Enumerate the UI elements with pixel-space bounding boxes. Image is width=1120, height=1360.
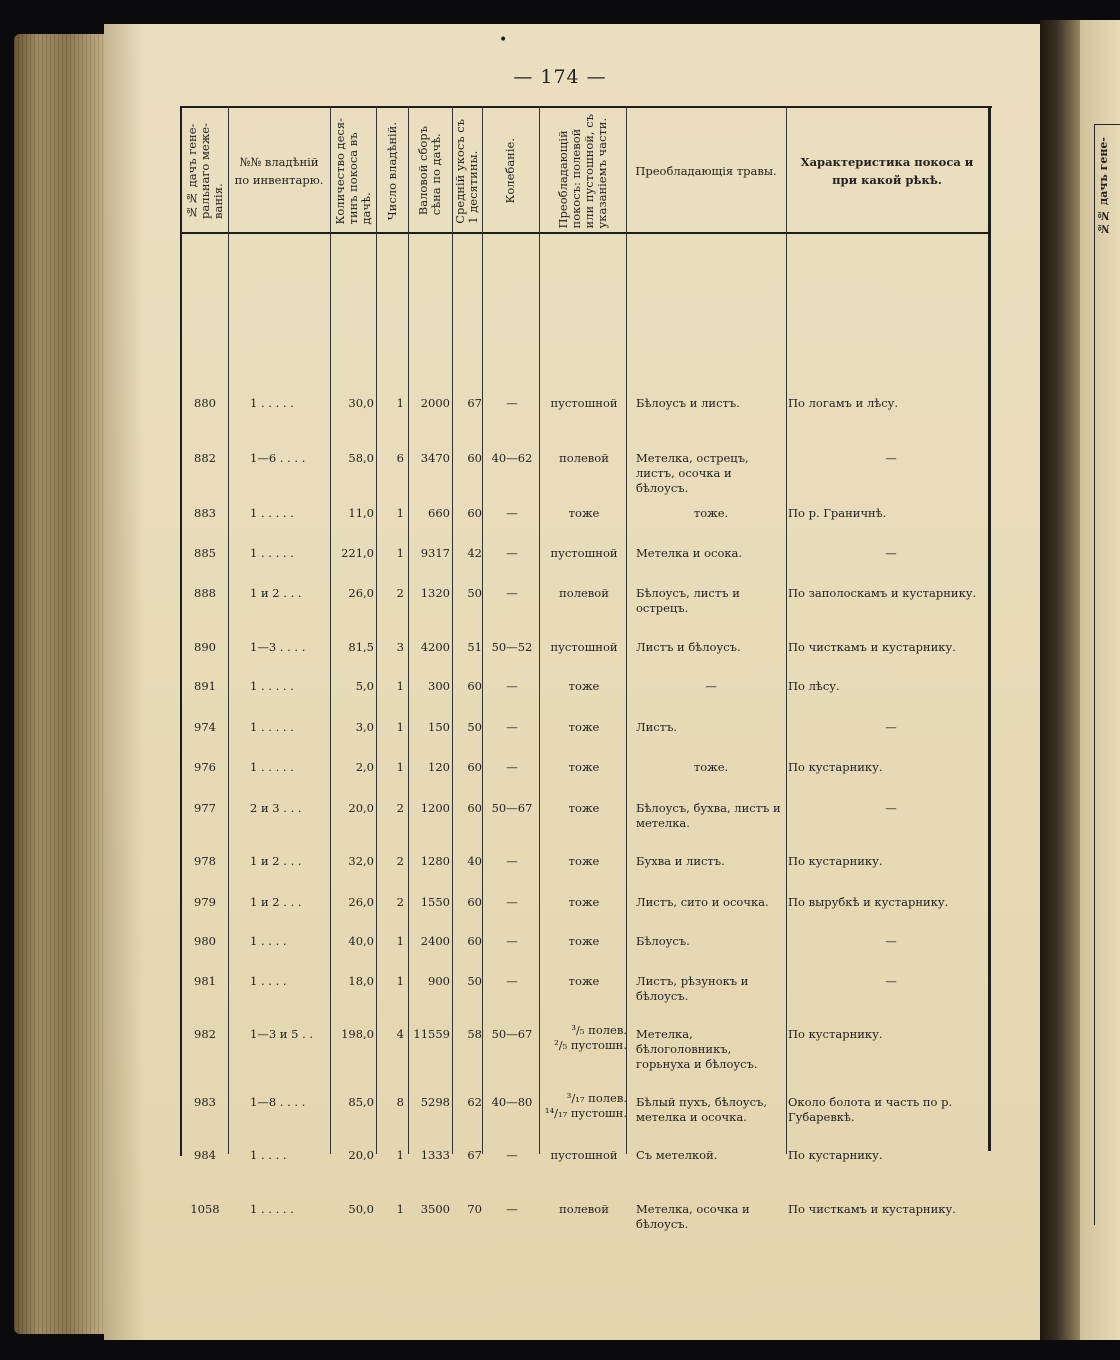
cell-type: тоже: [568, 854, 600, 868]
cell-var: 50—67: [491, 801, 533, 815]
cell-area: 26,0: [348, 895, 374, 909]
cell-hay: 660: [428, 506, 450, 520]
cell-hay: 120: [428, 760, 450, 774]
cell-char: По лѣсу.: [788, 679, 840, 693]
header-ownership-count: [376, 110, 408, 232]
cell-area: 30,0: [348, 396, 374, 410]
cell-hay: 1550: [420, 895, 450, 909]
cell-cnt: 2: [396, 895, 404, 909]
cell-own: 1—8 . . . .: [250, 1095, 306, 1109]
column-divider: [786, 106, 787, 1154]
cell-num: 980: [194, 934, 216, 948]
cell-var: —: [506, 934, 518, 948]
cell-own: 1—3 и 5 . .: [250, 1027, 314, 1041]
next-page-table-fragment: [1094, 124, 1120, 1225]
cell-grass: Бѣлоусъ.: [636, 934, 690, 948]
cell-own: 1 . . . .: [250, 974, 287, 988]
cell-num: 983: [194, 1095, 216, 1109]
cell-type: пустошной: [550, 396, 618, 410]
cell-avg: 60: [467, 451, 482, 465]
cell-var: —: [506, 854, 518, 868]
cell-char: —: [885, 451, 897, 465]
cell-num: 890: [194, 640, 216, 654]
cell-avg: 42: [467, 546, 482, 560]
table-top-rule: [180, 106, 992, 108]
cell-avg: 70: [467, 1202, 482, 1216]
cell-char: По р. Граничнѣ.: [788, 506, 887, 520]
cell-num: 880: [194, 396, 216, 410]
cell-hay: 1320: [420, 586, 450, 600]
table-row: [180, 1023, 988, 1071]
column-divider: [408, 106, 409, 1154]
cell-type: тоже: [568, 895, 600, 909]
cell-cnt: 2: [396, 854, 404, 868]
cell-type: тоже: [568, 801, 600, 815]
cell-type: пустошной: [550, 546, 618, 560]
cell-num: 984: [194, 1148, 216, 1162]
cell-hay: 900: [428, 974, 450, 988]
cell-num: 976: [194, 760, 216, 774]
header-text: Характеристика покоса и при какой рѣкѣ.: [800, 155, 974, 187]
cell-cnt: 1: [396, 934, 404, 948]
cell-char: —: [885, 801, 897, 815]
header-area: [330, 110, 376, 232]
cell-num: 882: [194, 451, 216, 465]
column-divider: [539, 106, 540, 1154]
cell-char: По заполоскамъ и кустарнику.: [788, 586, 977, 600]
cell-own: 1—3 . . . .: [250, 640, 306, 654]
cell-hay: 3500: [420, 1202, 450, 1216]
cell-avg: 60: [467, 760, 482, 774]
cell-cnt: 1: [396, 1148, 404, 1162]
table-row: [180, 720, 988, 740]
table-row: [180, 801, 988, 830]
cell-cnt: 1: [396, 396, 404, 410]
cell-char: —: [885, 934, 897, 948]
cell-num: 883: [194, 506, 216, 520]
header-text: Валовой сборъ сѣна по дачѣ.: [416, 126, 443, 216]
cell-char: По кустарнику.: [788, 1027, 883, 1041]
header-text: Число владѣній.: [384, 121, 399, 221]
cell-var: 50—52: [491, 640, 533, 654]
page-number: — 174 —: [513, 66, 607, 88]
cell-cnt: 1: [396, 506, 404, 520]
cell-var: —: [506, 895, 518, 909]
cell-grass: —: [705, 679, 717, 693]
header-variation: [482, 110, 539, 232]
cell-type: полевой: [559, 586, 609, 600]
cell-hay: 1280: [420, 854, 450, 868]
column-divider: [452, 106, 453, 1154]
cell-char: По кустарнику.: [788, 854, 883, 868]
cell-type: ³/₁₇ полев. ¹⁴/₁₇ пустошн.: [544, 1091, 627, 1120]
cell-grass: Метелка, бѣлоголовникъ, горьнуха и бѣлоусъ.: [636, 1027, 758, 1071]
cell-num: 981: [194, 974, 216, 988]
cell-char: По кустарнику.: [788, 1148, 883, 1162]
cell-grass: Листъ, рѣзунокъ и бѣлоусъ.: [636, 974, 749, 1003]
cell-avg: 60: [467, 506, 482, 520]
cell-own: 1 . . . . .: [250, 760, 294, 774]
cell-area: 32,0: [348, 854, 374, 868]
header-text: №№ владѣній по инвентарю.: [234, 155, 324, 187]
table-row: [180, 895, 988, 915]
cell-own: 1 . . . . .: [250, 679, 294, 693]
cell-own: 1 . . . . .: [250, 506, 294, 520]
cell-hay: 150: [428, 720, 450, 734]
cell-num: 978: [194, 854, 216, 868]
table-row: [180, 451, 988, 495]
cell-hay: 1333: [420, 1148, 450, 1162]
cell-var: —: [506, 760, 518, 774]
cell-var: —: [506, 396, 518, 410]
cell-area: 50,0: [348, 1202, 374, 1216]
cell-num: 979: [194, 895, 216, 909]
cell-var: —: [506, 546, 518, 560]
table-row: [180, 974, 988, 1003]
cell-own: 1 и 2 . . .: [250, 854, 302, 868]
cell-var: —: [506, 720, 518, 734]
table-row: [180, 546, 988, 566]
cell-num: 888: [194, 586, 216, 600]
cell-area: 20,0: [348, 801, 374, 815]
cell-char: —: [885, 720, 897, 734]
cell-cnt: 2: [396, 586, 404, 600]
header-text: Средній укосъ съ 1 десятины.: [453, 118, 480, 224]
table-row: [180, 586, 988, 615]
table-row: [180, 934, 988, 954]
cell-cnt: 3: [396, 640, 404, 654]
cell-type: пустошной: [550, 640, 618, 654]
cell-avg: 62: [467, 1095, 482, 1109]
cell-cnt: 8: [396, 1095, 404, 1109]
cell-cnt: 1: [396, 974, 404, 988]
cell-type: тоже: [568, 974, 600, 988]
cell-avg: 50: [467, 974, 482, 988]
cell-hay: 9317: [420, 546, 450, 560]
book-gutter: [1040, 20, 1082, 1340]
cell-type: полевой: [559, 1202, 609, 1216]
cell-avg: 60: [467, 679, 482, 693]
cell-area: 40,0: [348, 934, 374, 948]
cell-hay: 11559: [413, 1027, 450, 1041]
column-divider: [228, 106, 229, 1154]
cell-char: Около болота и часть по р. Губаревкѣ.: [788, 1095, 953, 1124]
header-meadow-type: [539, 110, 626, 232]
cell-area: 11,0: [348, 506, 374, 520]
cell-avg: 67: [467, 1148, 482, 1162]
cell-var: —: [506, 1148, 518, 1162]
cell-hay: 3470: [420, 451, 450, 465]
header-ownership-number: [228, 110, 330, 232]
cell-cnt: 1: [396, 760, 404, 774]
cell-avg: 60: [467, 895, 482, 909]
cell-own: 1 . . . . .: [250, 396, 294, 410]
cell-var: 40—80: [491, 1095, 533, 1109]
cell-area: 221,0: [341, 546, 374, 560]
cell-area: 198,0: [341, 1027, 374, 1041]
cell-cnt: 6: [396, 451, 404, 465]
cell-avg: 58: [467, 1027, 482, 1041]
cell-num: 977: [194, 801, 216, 815]
cell-avg: 40: [467, 854, 482, 868]
cell-var: —: [506, 1202, 518, 1216]
cell-char: По вырубкѣ и кустарнику.: [788, 895, 949, 909]
table-left-rule: [180, 106, 182, 1156]
table-row: [180, 1091, 988, 1124]
cell-char: —: [885, 546, 897, 560]
cell-own: 1 . . . . .: [250, 546, 294, 560]
header-text: №№ дачъ гене- ральнаго меже- ванія.: [184, 123, 225, 219]
cell-char: По чисткамъ и кустарнику.: [788, 1202, 956, 1216]
table-row: [180, 396, 988, 416]
cell-char: По логамъ и лѣсу.: [788, 396, 899, 410]
header-average-yield: [452, 110, 482, 232]
header-text: Колебаніе.: [503, 138, 517, 204]
table-row: [180, 760, 988, 780]
cell-cnt: 1: [396, 1202, 404, 1216]
table-row: [180, 506, 988, 526]
next-page-header-fragment: №№ дачъ гене-: [1097, 137, 1110, 235]
table-row: [180, 1202, 988, 1231]
column-divider: [330, 106, 331, 1154]
hay-yield-table: [180, 106, 988, 1231]
header-text: Преобладающія травы.: [635, 164, 777, 178]
header-text: Преобладающій покосъ: полевой или пустошной, съ указаніемъ части.: [555, 113, 609, 229]
cell-grass: Бѣлоусъ, листъ и острецъ.: [636, 586, 740, 615]
cell-own: 1 и 2 . . .: [250, 586, 302, 600]
cell-hay: 4200: [420, 640, 450, 654]
cell-grass: Метелка, осочка и бѣлоусъ.: [636, 1202, 750, 1231]
cell-own: 2 и 3 . . .: [250, 801, 302, 815]
header-text: Количество деся- тинъ покоса въ дачѣ.: [332, 117, 373, 225]
cell-hay: 2000: [420, 396, 450, 410]
cell-cnt: 1: [396, 720, 404, 734]
cell-avg: 51: [467, 640, 482, 654]
cell-char: —: [885, 974, 897, 988]
cell-var: —: [506, 586, 518, 600]
cell-own: 1 . . . . .: [250, 720, 294, 734]
cell-hay: 300: [428, 679, 450, 693]
cell-type: тоже: [568, 934, 600, 948]
cell-grass: Съ метелкой.: [636, 1148, 718, 1162]
cell-area: 18,0: [348, 974, 374, 988]
cell-own: 1—6 . . . .: [250, 451, 306, 465]
cell-hay: 5298: [420, 1095, 450, 1109]
cell-avg: 60: [467, 801, 482, 815]
cell-avg: 60: [467, 934, 482, 948]
cell-num: 982: [194, 1027, 216, 1041]
table-row: [180, 640, 988, 660]
cell-avg: 67: [467, 396, 482, 410]
cell-area: 5,0: [355, 679, 374, 693]
cell-num: 885: [194, 546, 216, 560]
cell-var: 40—62: [491, 451, 533, 465]
cell-area: 2,0: [355, 760, 374, 774]
table-right-rule: [988, 106, 991, 1151]
cell-char: По кустарнику.: [788, 760, 883, 774]
header-grasses: [626, 110, 786, 232]
cell-area: 26,0: [348, 586, 374, 600]
cell-type: тоже: [568, 760, 600, 774]
cell-grass: тоже.: [693, 506, 729, 520]
page-dot-mark: •: [499, 32, 508, 48]
cell-grass: Метелка и осока.: [636, 546, 743, 560]
cell-grass: Бѣлый пухъ, бѣлоусъ, метелка и осочка.: [636, 1095, 767, 1124]
cell-type: пустошной: [550, 1148, 618, 1162]
column-divider: [482, 106, 483, 1154]
column-divider: [376, 106, 377, 1154]
cell-num: 891: [194, 679, 216, 693]
cell-area: 85,0: [348, 1095, 374, 1109]
cell-hay: 1200: [420, 801, 450, 815]
cell-type: тоже: [568, 506, 600, 520]
cell-grass: Листъ и бѣлоусъ.: [636, 640, 741, 654]
table-row: [180, 854, 988, 874]
cell-avg: 50: [467, 720, 482, 734]
cell-var: —: [506, 506, 518, 520]
cell-char: По чисткамъ и кустарнику.: [788, 640, 956, 654]
cell-grass: тоже.: [693, 760, 729, 774]
cell-type: полевой: [559, 451, 609, 465]
next-page-edge: [1080, 20, 1120, 1340]
table-row: [180, 679, 988, 699]
cell-grass: Бѣлоусъ, бухва, листъ и метелка.: [636, 801, 781, 830]
cell-avg: 50: [467, 586, 482, 600]
cell-cnt: 4: [396, 1027, 404, 1041]
cell-area: 3,0: [355, 720, 374, 734]
cell-type: тоже: [568, 720, 600, 734]
cell-own: 1 . . . .: [250, 934, 287, 948]
column-divider: [626, 106, 627, 1154]
cell-num: 974: [194, 720, 216, 734]
cell-var: 50—67: [491, 1027, 533, 1041]
cell-area: 20,0: [348, 1148, 374, 1162]
cell-grass: Листъ.: [636, 720, 678, 734]
cell-grass: Листъ, сито и осочка.: [636, 895, 769, 909]
cell-num: 1058: [190, 1202, 220, 1216]
cell-grass: Бухва и листъ.: [636, 854, 725, 868]
cell-hay: 2400: [420, 934, 450, 948]
book-page-edges: [14, 34, 110, 1334]
cell-type: ³/₅ полев. ²/₅ пустошн.: [554, 1023, 627, 1052]
cell-grass: Бѣлоусъ и листъ.: [636, 396, 740, 410]
table-header-rule: [180, 232, 988, 234]
cell-var: —: [506, 679, 518, 693]
cell-own: 1 и 2 . . .: [250, 895, 302, 909]
cell-cnt: 1: [396, 679, 404, 693]
cell-own: 1 . . . . .: [250, 1202, 294, 1216]
cell-grass: Метелка, острецъ, листъ, осочка и бѣлоусъ.: [636, 451, 749, 495]
cell-own: 1 . . . .: [250, 1148, 287, 1162]
cell-area: 58,0: [348, 451, 374, 465]
cell-cnt: 2: [396, 801, 404, 815]
cell-area: 81,5: [348, 640, 374, 654]
header-total-hay: [408, 110, 452, 232]
cell-type: тоже: [568, 679, 600, 693]
header-characteristics: [786, 110, 988, 232]
cell-cnt: 1: [396, 546, 404, 560]
header-dacha-number: [182, 110, 228, 232]
cell-var: —: [506, 974, 518, 988]
table-row: [180, 1148, 988, 1168]
